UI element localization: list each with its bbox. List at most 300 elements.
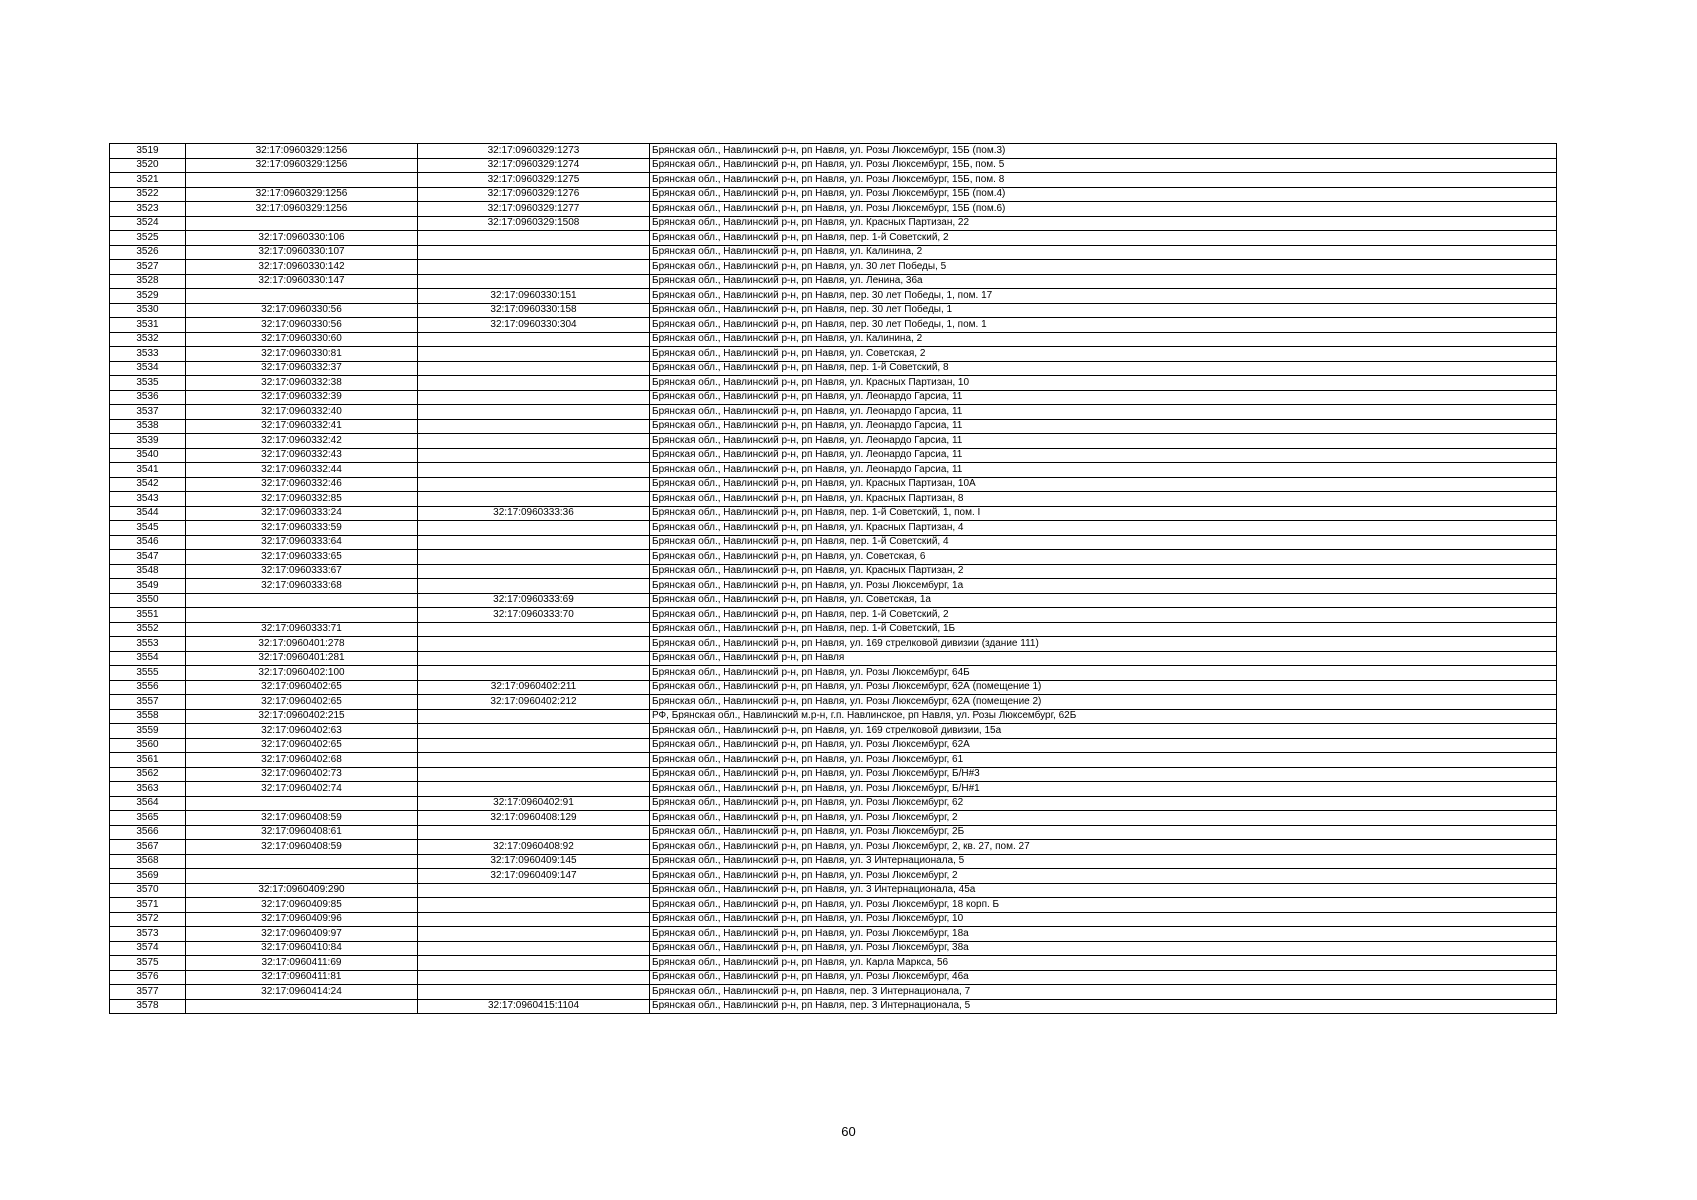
table-row: [110, 709, 1557, 724]
land-cadastral-number-cell: 32:17:0960333:64: [186, 535, 418, 550]
land-cadastral-number-cell: 32:17:0960402:63: [186, 724, 418, 739]
row-number-cell: 3577: [110, 985, 186, 1000]
land-cadastral-number-cell: 32:17:0960332:46: [186, 477, 418, 492]
row-number-cell: 3559: [110, 724, 186, 739]
row-number-cell: 3566: [110, 825, 186, 840]
table-row: [110, 173, 1557, 188]
row-number-cell: 3558: [110, 709, 186, 724]
land-cadastral-number-cell: 32:17:0960411:81: [186, 970, 418, 985]
address-cell: Брянская обл., Навлинский р-н, рп Навля, ул. Розы Люксембург, 38а: [650, 941, 1557, 956]
land-cadastral-number-cell: 32:17:0960329:1256: [186, 202, 418, 217]
land-cadastral-number-cell: 32:17:0960410:84: [186, 941, 418, 956]
row-number-cell: 3573: [110, 927, 186, 942]
address-cell: Брянская обл., Навлинский р-н, рп Навля, ул. Ленина, 36а: [650, 274, 1557, 289]
table-row: [110, 477, 1557, 492]
row-number-cell: 3540: [110, 448, 186, 463]
object-cadastral-number-cell: 32:17:0960329:1275: [418, 173, 650, 188]
address-cell: Брянская обл., Навлинский р-н, рп Навля, ул. Розы Люксембург, 64Б: [650, 666, 1557, 681]
object-cadastral-number-cell: [418, 709, 650, 724]
object-cadastral-number-cell: 32:17:0960329:1508: [418, 216, 650, 231]
row-number-cell: 3554: [110, 651, 186, 666]
object-cadastral-number-cell: [418, 724, 650, 739]
table-row: [110, 883, 1557, 898]
table-row: [110, 303, 1557, 318]
table-row: [110, 318, 1557, 333]
row-number-cell: 3544: [110, 506, 186, 521]
land-cadastral-number-cell: 32:17:0960332:40: [186, 405, 418, 420]
land-cadastral-number-cell: [186, 608, 418, 623]
land-cadastral-number-cell: 32:17:0960330:56: [186, 318, 418, 333]
row-number-cell: 3563: [110, 782, 186, 797]
land-cadastral-number-cell: 32:17:0960402:100: [186, 666, 418, 681]
table-row: [110, 506, 1557, 521]
object-cadastral-number-cell: [418, 535, 650, 550]
land-cadastral-number-cell: 32:17:0960330:106: [186, 231, 418, 246]
table-row: [110, 912, 1557, 927]
object-cadastral-number-cell: [418, 912, 650, 927]
row-number-cell: 3523: [110, 202, 186, 217]
address-cell: Брянская обл., Навлинский р-н, рп Навля, ул. Розы Люксембург, 46а: [650, 970, 1557, 985]
row-number-cell: 3562: [110, 767, 186, 782]
address-cell: Брянская обл., Навлинский р-н, рп Навля, пер. 1-й Советский, 1, пом. I: [650, 506, 1557, 521]
object-cadastral-number-cell: [418, 376, 650, 391]
object-cadastral-number-cell: 32:17:0960330:151: [418, 289, 650, 304]
address-cell: Брянская обл., Навлинский р-н, рп Навля, ул. Розы Люксембург, 15Б (пом.4): [650, 187, 1557, 202]
land-cadastral-number-cell: 32:17:0960402:74: [186, 782, 418, 797]
row-number-cell: 3520: [110, 158, 186, 173]
object-cadastral-number-cell: [418, 738, 650, 753]
land-cadastral-number-cell: [186, 173, 418, 188]
object-cadastral-number-cell: 32:17:0960409:147: [418, 869, 650, 884]
object-cadastral-number-cell: [418, 564, 650, 579]
row-number-cell: 3519: [110, 144, 186, 159]
row-number-cell: 3524: [110, 216, 186, 231]
object-cadastral-number-cell: [418, 434, 650, 449]
row-number-cell: 3531: [110, 318, 186, 333]
address-cell: Брянская обл., Навлинский р-н, рп Навля, ул. Советская, 2: [650, 347, 1557, 362]
object-cadastral-number-cell: [418, 260, 650, 275]
registry-table: [109, 143, 1557, 1014]
address-cell: Брянская обл., Навлинский р-н, рп Навля, пер. 1-й Советский, 2: [650, 231, 1557, 246]
land-cadastral-number-cell: 32:17:0960409:97: [186, 927, 418, 942]
table-row: [110, 231, 1557, 246]
table-row: [110, 970, 1557, 985]
table-row: [110, 927, 1557, 942]
object-cadastral-number-cell: [418, 956, 650, 971]
table-row: [110, 260, 1557, 275]
object-cadastral-number-cell: 32:17:0960408:129: [418, 811, 650, 826]
table-row: [110, 782, 1557, 797]
table-row: [110, 535, 1557, 550]
object-cadastral-number-cell: [418, 782, 650, 797]
address-cell: Брянская обл., Навлинский р-н, рп Навля, ул. Розы Люксембург, 62: [650, 796, 1557, 811]
row-number-cell: 3564: [110, 796, 186, 811]
address-cell: Брянская обл., Навлинский р-н, рп Навля, пер. 3 Интернационала, 5: [650, 999, 1557, 1014]
row-number-cell: 3560: [110, 738, 186, 753]
land-cadastral-number-cell: 32:17:0960402:65: [186, 695, 418, 710]
address-cell: Брянская обл., Навлинский р-н, рп Навля, ул. Розы Люксембург, 1а: [650, 579, 1557, 594]
object-cadastral-number-cell: 32:17:0960409:145: [418, 854, 650, 869]
land-cadastral-number-cell: 32:17:0960330:142: [186, 260, 418, 275]
object-cadastral-number-cell: [418, 477, 650, 492]
land-cadastral-number-cell: 32:17:0960409:96: [186, 912, 418, 927]
land-cadastral-number-cell: 32:17:0960402:215: [186, 709, 418, 724]
row-number-cell: 3536: [110, 390, 186, 405]
land-cadastral-number-cell: 32:17:0960329:1256: [186, 158, 418, 173]
object-cadastral-number-cell: [418, 332, 650, 347]
land-cadastral-number-cell: 32:17:0960414:24: [186, 985, 418, 1000]
address-cell: Брянская обл., Навлинский р-н, рп Навля, ул. Красных Партизан, 10: [650, 376, 1557, 391]
table-row: [110, 999, 1557, 1014]
table-row: [110, 202, 1557, 217]
row-number-cell: 3548: [110, 564, 186, 579]
row-number-cell: 3550: [110, 593, 186, 608]
address-cell: Брянская обл., Навлинский р-н, рп Навля, пер. 1-й Советский, 8: [650, 361, 1557, 376]
object-cadastral-number-cell: [418, 347, 650, 362]
table-row: [110, 245, 1557, 260]
address-cell: Брянская обл., Навлинский р-н, рп Навля, ул. Леонардо Гарсиа, 11: [650, 463, 1557, 478]
row-number-cell: 3578: [110, 999, 186, 1014]
object-cadastral-number-cell: [418, 419, 650, 434]
table-row: [110, 854, 1557, 869]
table-row: [110, 985, 1557, 1000]
object-cadastral-number-cell: 32:17:0960408:92: [418, 840, 650, 855]
address-cell: Брянская обл., Навлинский р-н, рп Навля, ул. Леонардо Гарсиа, 11: [650, 448, 1557, 463]
object-cadastral-number-cell: 32:17:0960415:1104: [418, 999, 650, 1014]
row-number-cell: 3553: [110, 637, 186, 652]
object-cadastral-number-cell: [418, 622, 650, 637]
address-cell: РФ, Брянская обл., Навлинский м.р-н, г.п. Навлинское, рп Навля, ул. Розы Люксембург, 62Б: [650, 709, 1557, 724]
table-row: [110, 666, 1557, 681]
object-cadastral-number-cell: [418, 390, 650, 405]
row-number-cell: 3539: [110, 434, 186, 449]
table-row: [110, 332, 1557, 347]
land-cadastral-number-cell: 32:17:0960402:73: [186, 767, 418, 782]
land-cadastral-number-cell: 32:17:0960333:24: [186, 506, 418, 521]
object-cadastral-number-cell: [418, 651, 650, 666]
land-cadastral-number-cell: [186, 289, 418, 304]
row-number-cell: 3569: [110, 869, 186, 884]
land-cadastral-number-cell: 32:17:0960409:290: [186, 883, 418, 898]
table-row: [110, 811, 1557, 826]
table-row: [110, 564, 1557, 579]
land-cadastral-number-cell: 32:17:0960333:68: [186, 579, 418, 594]
table-row: [110, 622, 1557, 637]
row-number-cell: 3561: [110, 753, 186, 768]
row-number-cell: 3532: [110, 332, 186, 347]
address-cell: Брянская обл., Навлинский р-н, рп Навля, ул. 3 Интернационала, 45а: [650, 883, 1557, 898]
row-number-cell: 3525: [110, 231, 186, 246]
row-number-cell: 3556: [110, 680, 186, 695]
row-number-cell: 3534: [110, 361, 186, 376]
address-cell: Брянская обл., Навлинский р-н, рп Навля, ул. Красных Партизан, 8: [650, 492, 1557, 507]
object-cadastral-number-cell: 32:17:0960402:91: [418, 796, 650, 811]
row-number-cell: 3567: [110, 840, 186, 855]
table-row: [110, 767, 1557, 782]
table-row: [110, 637, 1557, 652]
table-row: [110, 144, 1557, 159]
table-row: [110, 825, 1557, 840]
land-cadastral-number-cell: 32:17:0960329:1256: [186, 144, 418, 159]
land-cadastral-number-cell: 32:17:0960333:67: [186, 564, 418, 579]
table-row: [110, 593, 1557, 608]
object-cadastral-number-cell: [418, 927, 650, 942]
object-cadastral-number-cell: [418, 637, 650, 652]
object-cadastral-number-cell: 32:17:0960329:1273: [418, 144, 650, 159]
land-cadastral-number-cell: 32:17:0960402:68: [186, 753, 418, 768]
table-row: [110, 361, 1557, 376]
object-cadastral-number-cell: [418, 767, 650, 782]
land-cadastral-number-cell: [186, 796, 418, 811]
address-cell: Брянская обл., Навлинский р-н, рп Навля, ул. Розы Люксембург, 2Б: [650, 825, 1557, 840]
table-row: [110, 376, 1557, 391]
object-cadastral-number-cell: 32:17:0960330:304: [418, 318, 650, 333]
land-cadastral-number-cell: 32:17:0960329:1256: [186, 187, 418, 202]
table-row: [110, 434, 1557, 449]
land-cadastral-number-cell: 32:17:0960330:147: [186, 274, 418, 289]
address-cell: Брянская обл., Навлинский р-н, рп Навля, ул. Розы Люксембург, 18 корп. Б: [650, 898, 1557, 913]
object-cadastral-number-cell: 32:17:0960402:211: [418, 680, 650, 695]
address-cell: Брянская обл., Навлинский р-н, рп Навля, ул. 169 стрелковой дивизии, 15а: [650, 724, 1557, 739]
address-cell: Брянская обл., Навлинский р-н, рп Навля, ул. Красных Партизан, 22: [650, 216, 1557, 231]
row-number-cell: 3571: [110, 898, 186, 913]
land-cadastral-number-cell: 32:17:0960332:38: [186, 376, 418, 391]
object-cadastral-number-cell: 32:17:0960330:158: [418, 303, 650, 318]
object-cadastral-number-cell: [418, 970, 650, 985]
address-cell: Брянская обл., Навлинский р-н, рп Навля, ул. Розы Люксембург, 62А (помещение 1): [650, 680, 1557, 695]
row-number-cell: 3543: [110, 492, 186, 507]
row-number-cell: 3521: [110, 173, 186, 188]
row-number-cell: 3575: [110, 956, 186, 971]
land-cadastral-number-cell: 32:17:0960332:37: [186, 361, 418, 376]
address-cell: Брянская обл., Навлинский р-н, рп Навля, ул. Розы Люксембург, 62А: [650, 738, 1557, 753]
object-cadastral-number-cell: 32:17:0960333:69: [418, 593, 650, 608]
address-cell: Брянская обл., Навлинский р-н, рп Навля, ул. Розы Люксембург, 15Б (пом.3): [650, 144, 1557, 159]
row-number-cell: 3547: [110, 550, 186, 565]
row-number-cell: 3528: [110, 274, 186, 289]
table-row: [110, 492, 1557, 507]
row-number-cell: 3522: [110, 187, 186, 202]
address-cell: Брянская обл., Навлинский р-н, рп Навля, ул. Розы Люксембург, 2: [650, 869, 1557, 884]
object-cadastral-number-cell: [418, 753, 650, 768]
address-cell: Брянская обл., Навлинский р-н, рп Навля, ул. Розы Люксембург, 15Б, пом. 5: [650, 158, 1557, 173]
row-number-cell: 3565: [110, 811, 186, 826]
table-row: [110, 651, 1557, 666]
address-cell: Брянская обл., Навлинский р-н, рп Навля, ул. Советская, 1а: [650, 593, 1557, 608]
row-number-cell: 3526: [110, 245, 186, 260]
table-row: [110, 695, 1557, 710]
table-row: [110, 898, 1557, 913]
address-cell: Брянская обл., Навлинский р-н, рп Навля, ул. Розы Люксембург, 15Б (пом.6): [650, 202, 1557, 217]
address-cell: Брянская обл., Навлинский р-н, рп Навля, ул. Розы Люксембург, 10: [650, 912, 1557, 927]
row-number-cell: 3576: [110, 970, 186, 985]
table-row: [110, 347, 1557, 362]
address-cell: Брянская обл., Навлинский р-н, рп Навля, ул. Леонардо Гарсиа, 11: [650, 405, 1557, 420]
row-number-cell: 3555: [110, 666, 186, 681]
land-cadastral-number-cell: [186, 216, 418, 231]
address-cell: Брянская обл., Навлинский р-н, рп Навля, ул. Леонардо Гарсиа, 11: [650, 434, 1557, 449]
row-number-cell: 3570: [110, 883, 186, 898]
address-cell: Брянская обл., Навлинский р-н, рп Навля, пер. 1-й Советский, 1Б: [650, 622, 1557, 637]
object-cadastral-number-cell: [418, 492, 650, 507]
address-cell: Брянская обл., Навлинский р-н, рп Навля, ул. Розы Люксембург, 18а: [650, 927, 1557, 942]
page-number: 60: [841, 1124, 856, 1139]
address-cell: Брянская обл., Навлинский р-н, рп Навля, ул. Леонардо Гарсиа, 11: [650, 419, 1557, 434]
row-number-cell: 3552: [110, 622, 186, 637]
table-row: [110, 680, 1557, 695]
land-cadastral-number-cell: [186, 593, 418, 608]
address-cell: Брянская обл., Навлинский р-н, рп Навля, пер. 30 лет Победы, 1, пом. 17: [650, 289, 1557, 304]
object-cadastral-number-cell: [418, 550, 650, 565]
row-number-cell: 3538: [110, 419, 186, 434]
row-number-cell: 3529: [110, 289, 186, 304]
land-cadastral-number-cell: 32:17:0960332:43: [186, 448, 418, 463]
address-cell: Брянская обл., Навлинский р-н, рп Навля, пер. 1-й Советский, 4: [650, 535, 1557, 550]
land-cadastral-number-cell: 32:17:0960332:44: [186, 463, 418, 478]
object-cadastral-number-cell: [418, 521, 650, 536]
table-row: [110, 521, 1557, 536]
address-cell: Брянская обл., Навлинский р-н, рп Навля, ул. 3 Интернационала, 5: [650, 854, 1557, 869]
address-cell: Брянская обл., Навлинский р-н, рп Навля, ул. Советская, 6: [650, 550, 1557, 565]
land-cadastral-number-cell: 32:17:0960330:60: [186, 332, 418, 347]
row-number-cell: 3527: [110, 260, 186, 275]
row-number-cell: 3557: [110, 695, 186, 710]
land-cadastral-number-cell: 32:17:0960402:65: [186, 738, 418, 753]
row-number-cell: 3551: [110, 608, 186, 623]
object-cadastral-number-cell: 32:17:0960329:1274: [418, 158, 650, 173]
address-cell: Брянская обл., Навлинский р-н, рп Навля, ул. 169 стрелковой дивизии (здание 111): [650, 637, 1557, 652]
land-cadastral-number-cell: 32:17:0960333:65: [186, 550, 418, 565]
object-cadastral-number-cell: [418, 825, 650, 840]
address-cell: Брянская обл., Навлинский р-н, рп Навля, ул. Красных Партизан, 10А: [650, 477, 1557, 492]
row-number-cell: 3542: [110, 477, 186, 492]
land-cadastral-number-cell: 32:17:0960402:65: [186, 680, 418, 695]
address-cell: Брянская обл., Навлинский р-н, рп Навля, ул. Розы Люксембург, Б/Н#3: [650, 767, 1557, 782]
land-cadastral-number-cell: 32:17:0960333:59: [186, 521, 418, 536]
land-cadastral-number-cell: 32:17:0960330:56: [186, 303, 418, 318]
row-number-cell: 3568: [110, 854, 186, 869]
object-cadastral-number-cell: [418, 361, 650, 376]
land-cadastral-number-cell: 32:17:0960330:107: [186, 245, 418, 260]
row-number-cell: 3549: [110, 579, 186, 594]
row-number-cell: 3541: [110, 463, 186, 478]
land-cadastral-number-cell: 32:17:0960332:39: [186, 390, 418, 405]
land-cadastral-number-cell: 32:17:0960332:42: [186, 434, 418, 449]
table-row: [110, 216, 1557, 231]
land-cadastral-number-cell: 32:17:0960408:59: [186, 840, 418, 855]
object-cadastral-number-cell: 32:17:0960333:70: [418, 608, 650, 623]
land-cadastral-number-cell: 32:17:0960408:61: [186, 825, 418, 840]
address-cell: Брянская обл., Навлинский р-н, рп Навля, ул. Розы Люксембург, 15Б, пом. 8: [650, 173, 1557, 188]
object-cadastral-number-cell: 32:17:0960402:212: [418, 695, 650, 710]
land-cadastral-number-cell: 32:17:0960409:85: [186, 898, 418, 913]
land-cadastral-number-cell: 32:17:0960411:69: [186, 956, 418, 971]
address-cell: Брянская обл., Навлинский р-н, рп Навля, пер. 3 Интернационала, 7: [650, 985, 1557, 1000]
address-cell: Брянская обл., Навлинский р-н, рп Навля: [650, 651, 1557, 666]
table-row: [110, 941, 1557, 956]
object-cadastral-number-cell: [418, 579, 650, 594]
address-cell: Брянская обл., Навлинский р-н, рп Навля, пер. 1-й Советский, 2: [650, 608, 1557, 623]
object-cadastral-number-cell: [418, 898, 650, 913]
address-cell: Брянская обл., Навлинский р-н, рп Навля, ул. Красных Партизан, 4: [650, 521, 1557, 536]
table-row: [110, 419, 1557, 434]
registry-table-body: [110, 144, 1557, 1014]
object-cadastral-number-cell: [418, 666, 650, 681]
address-cell: Брянская обл., Навлинский р-н, рп Навля, ул. Красных Партизан, 2: [650, 564, 1557, 579]
address-cell: Брянская обл., Навлинский р-н, рп Навля, ул. Леонардо Гарсиа, 11: [650, 390, 1557, 405]
address-cell: Брянская обл., Навлинский р-н, рп Навля, ул. Розы Люксембург, 62А (помещение 2): [650, 695, 1557, 710]
land-cadastral-number-cell: 32:17:0960401:278: [186, 637, 418, 652]
address-cell: Брянская обл., Навлинский р-н, рп Навля, ул. Розы Люксембург, 61: [650, 753, 1557, 768]
row-number-cell: 3530: [110, 303, 186, 318]
table-row: [110, 840, 1557, 855]
address-cell: Брянская обл., Навлинский р-н, рп Навля, ул. Калинина, 2: [650, 332, 1557, 347]
table-row: [110, 448, 1557, 463]
row-number-cell: 3533: [110, 347, 186, 362]
table-row: [110, 289, 1557, 304]
row-number-cell: 3535: [110, 376, 186, 391]
table-row: [110, 274, 1557, 289]
table-row: [110, 158, 1557, 173]
address-cell: Брянская обл., Навлинский р-н, рп Навля, ул. Розы Люксембург, 2, кв. 27, пом. 27: [650, 840, 1557, 855]
table-row: [110, 550, 1557, 565]
table-row: [110, 187, 1557, 202]
object-cadastral-number-cell: [418, 405, 650, 420]
registry-table-container: [109, 143, 1556, 1014]
table-row: [110, 956, 1557, 971]
object-cadastral-number-cell: 32:17:0960333:36: [418, 506, 650, 521]
address-cell: Брянская обл., Навлинский р-н, рп Навля, ул. Карла Маркса, 56: [650, 956, 1557, 971]
object-cadastral-number-cell: [418, 231, 650, 246]
land-cadastral-number-cell: 32:17:0960408:59: [186, 811, 418, 826]
land-cadastral-number-cell: 32:17:0960401:281: [186, 651, 418, 666]
row-number-cell: 3537: [110, 405, 186, 420]
address-cell: Брянская обл., Навлинский р-н, рп Навля, ул. 30 лет Победы, 5: [650, 260, 1557, 275]
address-cell: Брянская обл., Навлинский р-н, рп Навля, пер. 30 лет Победы, 1, пом. 1: [650, 318, 1557, 333]
row-number-cell: 3546: [110, 535, 186, 550]
table-row: [110, 390, 1557, 405]
object-cadastral-number-cell: [418, 883, 650, 898]
object-cadastral-number-cell: [418, 985, 650, 1000]
table-row: [110, 405, 1557, 420]
table-row: [110, 869, 1557, 884]
object-cadastral-number-cell: [418, 245, 650, 260]
land-cadastral-number-cell: 32:17:0960333:71: [186, 622, 418, 637]
object-cadastral-number-cell: [418, 941, 650, 956]
table-row: [110, 724, 1557, 739]
table-row: [110, 738, 1557, 753]
address-cell: Брянская обл., Навлинский р-н, рп Навля, ул. Калинина, 2: [650, 245, 1557, 260]
row-number-cell: 3545: [110, 521, 186, 536]
table-row: [110, 608, 1557, 623]
row-number-cell: 3572: [110, 912, 186, 927]
address-cell: Брянская обл., Навлинский р-н, рп Навля, ул. Розы Люксембург, Б/Н#1: [650, 782, 1557, 797]
table-row: [110, 463, 1557, 478]
land-cadastral-number-cell: [186, 999, 418, 1014]
object-cadastral-number-cell: [418, 274, 650, 289]
object-cadastral-number-cell: [418, 463, 650, 478]
land-cadastral-number-cell: 32:17:0960332:41: [186, 419, 418, 434]
object-cadastral-number-cell: 32:17:0960329:1276: [418, 187, 650, 202]
address-cell: Брянская обл., Навлинский р-н, рп Навля, пер. 30 лет Победы, 1: [650, 303, 1557, 318]
address-cell: Брянская обл., Навлинский р-н, рп Навля, ул. Розы Люксембург, 2: [650, 811, 1557, 826]
table-row: [110, 753, 1557, 768]
table-row: [110, 579, 1557, 594]
object-cadastral-number-cell: [418, 448, 650, 463]
land-cadastral-number-cell: 32:17:0960332:85: [186, 492, 418, 507]
object-cadastral-number-cell: 32:17:0960329:1277: [418, 202, 650, 217]
row-number-cell: 3574: [110, 941, 186, 956]
